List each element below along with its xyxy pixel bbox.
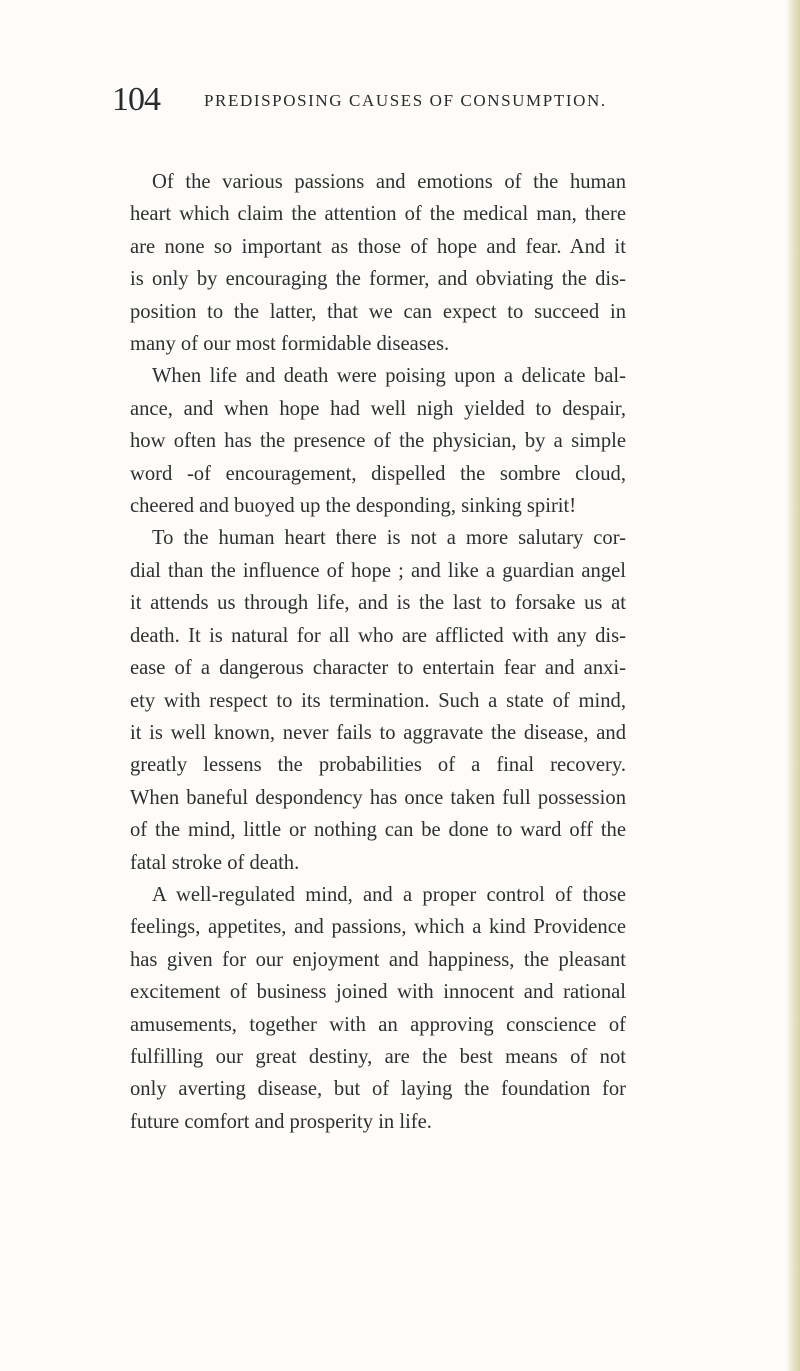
text-line: ance, and when hope had well nigh yielded to despair, bbox=[130, 397, 626, 420]
text-line: word -of encouragement, dispelled the sombre cloud, bbox=[130, 462, 626, 485]
text-line: are none so important as those of hope and fear. And it bbox=[130, 235, 626, 258]
body-text bbox=[130, 166, 626, 1138]
text-line: cheered and buoyed up the desponding, sinking spirit! bbox=[130, 495, 577, 518]
paragraph-3 bbox=[130, 522, 626, 878]
page-number: 104 bbox=[112, 81, 160, 118]
text-line: ease of a dangerous character to entertain fear and anxi- bbox=[130, 657, 626, 680]
header-title: PREDISPOSING CAUSES OF CONSUMPTION. bbox=[204, 91, 607, 110]
text-line: is only by encouraging the former, and obviating the dis- bbox=[130, 268, 626, 291]
text-line: it attends us through life, and is the last to forsake us at bbox=[130, 592, 626, 615]
text-line: Of the various passions and emotions of the human bbox=[152, 171, 626, 193]
text-line: dial than the influence of hope ; and like a guardian angel bbox=[130, 559, 626, 582]
text-line: When life and death were poising upon a delicate bal- bbox=[152, 365, 626, 388]
text-line: fatal stroke of death. bbox=[130, 851, 300, 874]
text-line: fulfilling our great destiny, are the best means of not bbox=[130, 1045, 626, 1068]
text-line: To the human heart there is not a more salutary cor- bbox=[152, 527, 626, 550]
text-line: amusements, together with an approving conscience of bbox=[130, 1013, 626, 1036]
text-line: many of our most formidable diseases. bbox=[130, 333, 450, 356]
text-line: When baneful despondency has once taken full possession bbox=[130, 786, 626, 809]
text-line: has given for our enjoyment and happiness, the pleasant bbox=[130, 948, 626, 971]
text-line: of the mind, little or nothing can be done to ward off the bbox=[130, 819, 626, 842]
text-line: feelings, appetites, and passions, which a kind Providence bbox=[130, 916, 626, 939]
paragraph-4 bbox=[130, 879, 626, 1138]
running-head bbox=[112, 80, 672, 120]
text-line: excitement of business joined with innocent and rational bbox=[130, 981, 626, 1004]
paragraph-1 bbox=[130, 166, 626, 360]
text-line: how often has the presence of the physician, by a simple bbox=[130, 430, 626, 453]
page-edge-shadow bbox=[786, 0, 800, 1371]
text-line: death. It is natural for all who are afflicted with any dis- bbox=[130, 624, 626, 647]
paragraph-2 bbox=[130, 360, 626, 522]
text-line: only averting disease, but of laying the foundation for bbox=[130, 1078, 626, 1101]
text-line: greatly lessens the probabilities of a final recovery. bbox=[130, 754, 626, 777]
text-line: it is well known, never fails to aggravate the disease, and bbox=[130, 721, 626, 744]
text-line: future comfort and prosperity in life. bbox=[130, 1110, 432, 1133]
text-line: heart which claim the attention of the medical man, there bbox=[130, 203, 626, 226]
text-line: position to the latter, that we can expect to succeed in bbox=[130, 300, 626, 323]
text-line: A well-regulated mind, and a proper control of those bbox=[152, 883, 626, 906]
text-line: ety with respect to its termination. Such a state of mind, bbox=[130, 689, 626, 712]
